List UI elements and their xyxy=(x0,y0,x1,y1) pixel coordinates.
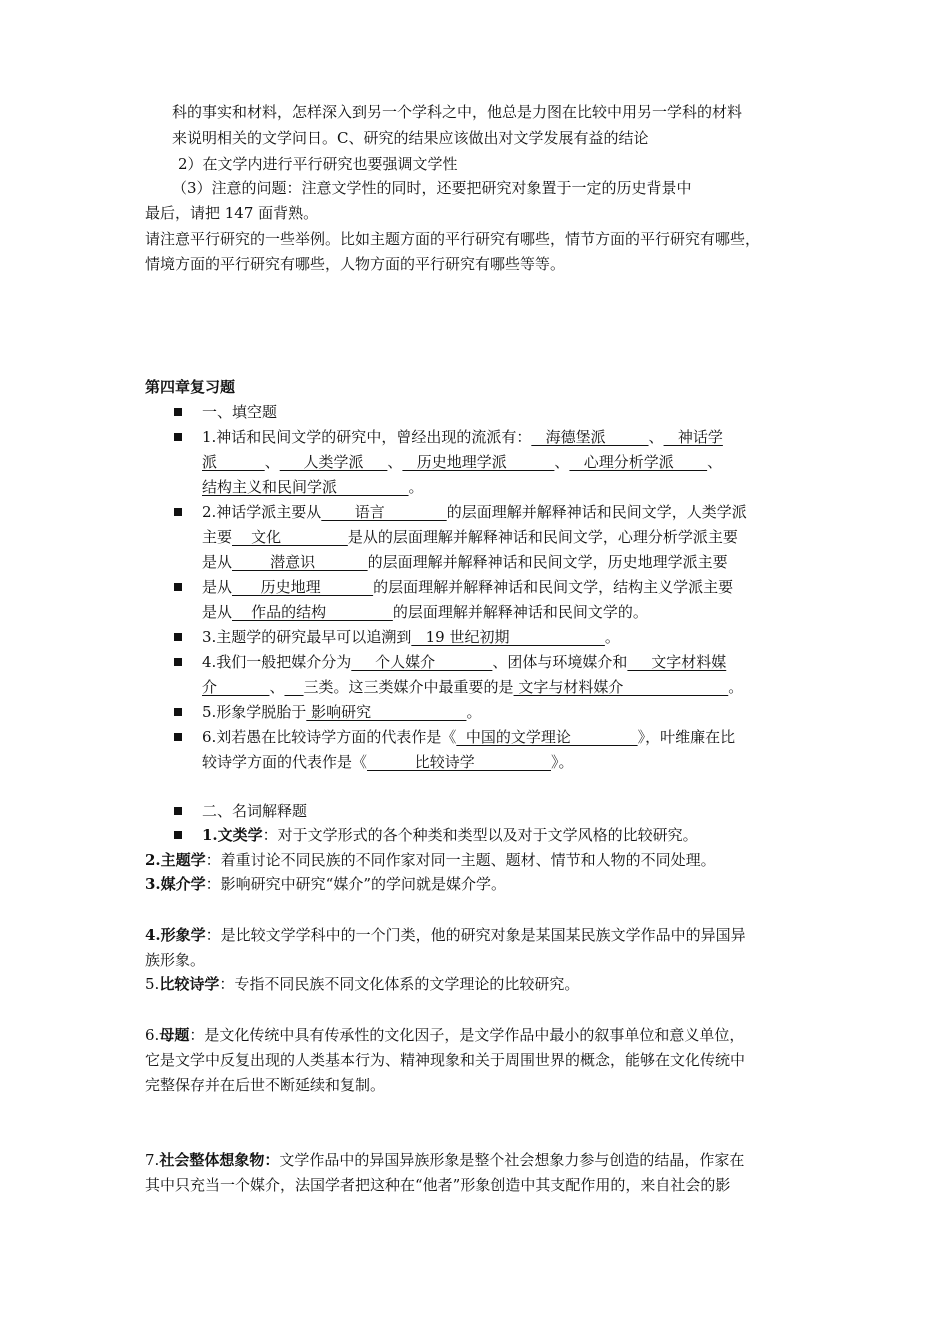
intro-line-4: （3）注意的问题：注意文学性的同时，还要把研究对象置于一定的历史背景中 xyxy=(172,179,692,197)
terms-heading: 二、名词解释题 xyxy=(202,802,308,820)
q2-line-4: 是从 历史地理 的层面理解并解释神话和民间文学，结构主义学派主要 xyxy=(202,578,734,596)
q4-line-2: 介 、 三类。这三类媒介中最重要的是 文字与材料媒介 。 xyxy=(202,678,744,696)
term-7: 7.社会整体想象物：文学作品中的异国异族形象是整个社会想象力参与创造的结晶，作家在 xyxy=(145,1151,745,1169)
q2-answer: 文化 xyxy=(232,528,348,546)
q4-line-1: 4.我们一般把媒介分为 个人媒介 、团体与环境媒介和 文字材料媒 xyxy=(202,653,727,671)
bullet-icon xyxy=(174,708,182,716)
q3-line: 3.主题学的研究最早可以追溯到 19 世纪初期 。 xyxy=(202,628,620,646)
q1-line-3: 结构主义和民间学派 。 xyxy=(202,478,424,496)
bullet-icon xyxy=(174,807,182,815)
intro-line-6: 请注意平行研究的一些举例。比如主题方面的平行研究有哪些，情节方面的平行研究有哪些， xyxy=(145,230,761,248)
bullet-icon xyxy=(174,633,182,641)
intro-line-7: 情境方面的平行研究有哪些，人物方面的平行研究有哪些等等。 xyxy=(145,255,566,273)
q6-answer: 中国的文学理论 xyxy=(456,728,638,746)
q2-answer: 潜意识 xyxy=(232,553,368,571)
q6-line-1: 6.刘若愚在比较诗学方面的代表作是《 中国的文学理论 》，叶维廉在比 xyxy=(202,728,736,746)
q6-answer: 比较诗学 xyxy=(367,753,551,771)
term-6-cont-1: 它是文学中反复出现的人类基本行为、精神现象和关于周围世界的概念，能够在文化传统中 xyxy=(145,1051,746,1069)
q1-answer: 人类学派 xyxy=(279,453,388,471)
q5-line: 5.形象学脱胎于 影响研究 。 xyxy=(202,703,482,721)
term-3: 3.媒介学：影响研究中研究“媒介”的学问就是媒介学。 xyxy=(145,875,507,893)
q1-line-1: 1.神话和民间文学的研究中，曾经出现的流派有： 海德堡派 、 神话学 xyxy=(202,428,723,446)
q4-answer: 个人媒介 xyxy=(351,653,493,671)
intro-line-5: 最后，请把 147 面背熟。 xyxy=(145,204,319,222)
intro-line-1: 科的事实和材料，怎样深入到另一个学科之中，他总是力图在比较中用另一学科的材料 xyxy=(172,103,743,121)
bullet-icon xyxy=(174,408,182,416)
bullet-icon xyxy=(174,433,182,441)
bullet-icon xyxy=(174,733,182,741)
term-6: 6.母题：是文化传统中具有传承性的文化因子，是文学作品中最小的叙事单位和意义单位， xyxy=(145,1026,745,1044)
q2-line-5: 是从 作品的结构 的层面理解并解释神话和民间文学的。 xyxy=(202,603,648,621)
intro-line-2: 来说明相关的文学问日。C、研究的结果应该做出对文学发展有益的结论 xyxy=(172,129,649,147)
q2-line-2: 主要 文化 是从的层面理解并解释神话和民间文学，心理分析学派主要 xyxy=(202,528,738,546)
bullet-icon xyxy=(174,508,182,516)
q1-answer: 历史地理学派 xyxy=(402,453,555,471)
q4-answer xyxy=(284,678,303,696)
q2-answer: 作品的结构 xyxy=(232,603,393,621)
intro-line-3: 2）在文学内进行平行研究也要强调文学性 xyxy=(178,155,458,173)
bullet-icon xyxy=(174,658,182,666)
q6-line-2: 较诗学方面的代表作是《 比较诗学 》。 xyxy=(202,753,574,771)
q2-answer: 语言 xyxy=(321,503,447,521)
bullet-icon xyxy=(174,583,182,591)
q1-answer: 海德堡派 xyxy=(531,428,649,446)
q1-answer: 结构主义和民间学派 xyxy=(202,478,409,496)
q4-answer: 介 xyxy=(202,678,270,696)
q1-answer: 神话学 xyxy=(663,428,723,446)
term-2: 2.主题学：着重讨论不同民族的不同作家对同一主题、题材、情节和人物的不同处理。 xyxy=(145,851,716,869)
q1-answer: 派 xyxy=(202,453,265,471)
fill-heading: 一、填空题 xyxy=(202,403,278,421)
term-1: 1.文类学：对于文学形式的各个种类和类型以及对于文学风格的比较研究。 xyxy=(202,826,698,844)
q1-answer: 心理分析学派 xyxy=(569,453,708,471)
q4-answer: 文字与材料媒介 xyxy=(513,678,729,696)
term-4-cont: 族形象。 xyxy=(145,951,206,969)
q2-line-3: 是从 潜意识 的层面理解并解释神话和民间文学，历史地理学派主要 xyxy=(202,553,728,571)
q2-line-1: 2.神话学派主要从 语言 的层面理解并解释神话和民间文学，人类学派 xyxy=(202,503,747,521)
term-6-cont-2: 完整保存并在后世不断延续和复制。 xyxy=(145,1076,386,1094)
q4-answer: 文字材料媒 xyxy=(627,653,727,671)
term-5: 5.比较诗学：专指不同民族不同文化体系的文学理论的比较研究。 xyxy=(145,975,580,993)
q5-answer: 影响研究 xyxy=(306,703,467,721)
q2-answer: 历史地理 xyxy=(232,578,374,596)
bullet-icon xyxy=(174,831,182,839)
q1-line-2: 派 、 人类学派 、 历史地理学派 、 心理分析学派 、 xyxy=(202,453,723,471)
term-4: 4.形象学：是比较文学学科中的一个门类，他的研究对象是某国某民族文学作品中的异国异 xyxy=(145,926,746,944)
chapter-title: 第四章复习题 xyxy=(145,378,236,396)
q3-answer: 19 世纪初期 xyxy=(411,628,605,646)
term-7-cont: 其中只充当一个媒介，法国学者把这种在“他者”形象创造中其支配作用的，来自社会的影 xyxy=(145,1176,731,1194)
